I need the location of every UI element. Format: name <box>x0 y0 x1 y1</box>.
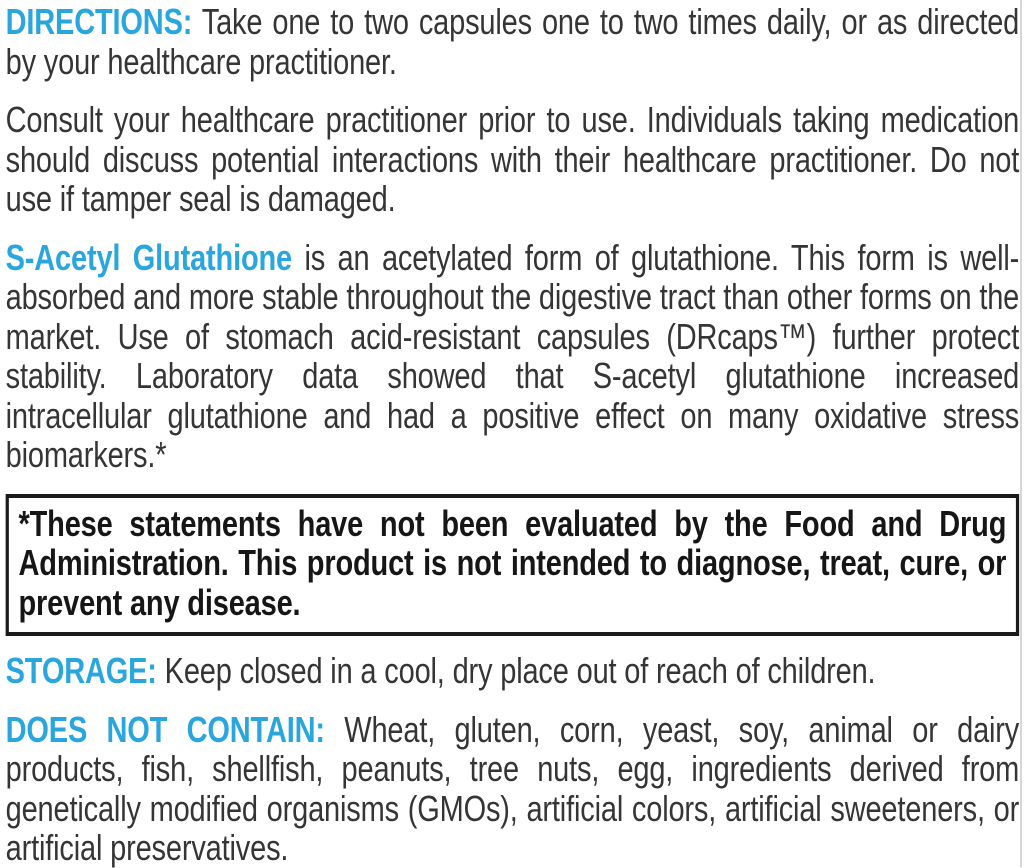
fda-disclaimer-text: *These statements have not been evaluated by the Food and Drug Administration. This product is not intended to diagnose, treat, cure, or prevent any disease. <box>19 503 1007 623</box>
storage-paragraph <box>6 651 1019 691</box>
does-not-contain-heading: DOES NOT CONTAIN: <box>6 709 325 750</box>
directions-text: Take one to two capsules one to two times daily, or as directed by your healthcare practitioner. <box>6 1 1019 82</box>
directions-paragraph <box>6 2 1019 81</box>
s-acetyl-glutathione-text: is an acetylated form of glutathione. This form is well-absorbed and more stable throughout the digestive tract than other forms on the market. Use of stomach acid-resistant capsules (DRcaps™) further protect stability. Laboratory data showed that S-acetyl glutathione increased intracellular glutathione and had a positive effect on many oxidative stress biomarkers.* <box>6 237 1019 476</box>
storage-text: Keep closed in a cool, dry place out of reach of children. <box>165 650 876 691</box>
s-acetyl-glutathione-heading: S-Acetyl Glutathione <box>6 237 292 278</box>
directions-heading: DIRECTIONS: <box>6 1 193 42</box>
storage-heading: STORAGE: <box>6 650 157 691</box>
label-right-edge <box>1020 0 1022 867</box>
does-not-contain-text: Wheat, gluten, corn, yeast, soy, animal or dairy products, fish, shellfish, peanuts, tree nuts, egg, ingredients derived from genetically modified organisms (GMOs), artificial colors, artificial sweeteners, or artificial preservatives. <box>6 709 1019 868</box>
consult-text: Consult your healthcare practitioner prior to use. Individuals taking medication should discuss potential interactions with their healthcare practitioner. Do not use if tamper seal is damaged. <box>6 99 1019 219</box>
does-not-contain-paragraph <box>6 710 1019 868</box>
s-acetyl-glutathione-paragraph <box>6 238 1019 475</box>
fda-disclaimer-box <box>6 494 1019 637</box>
consult-paragraph <box>6 100 1019 219</box>
